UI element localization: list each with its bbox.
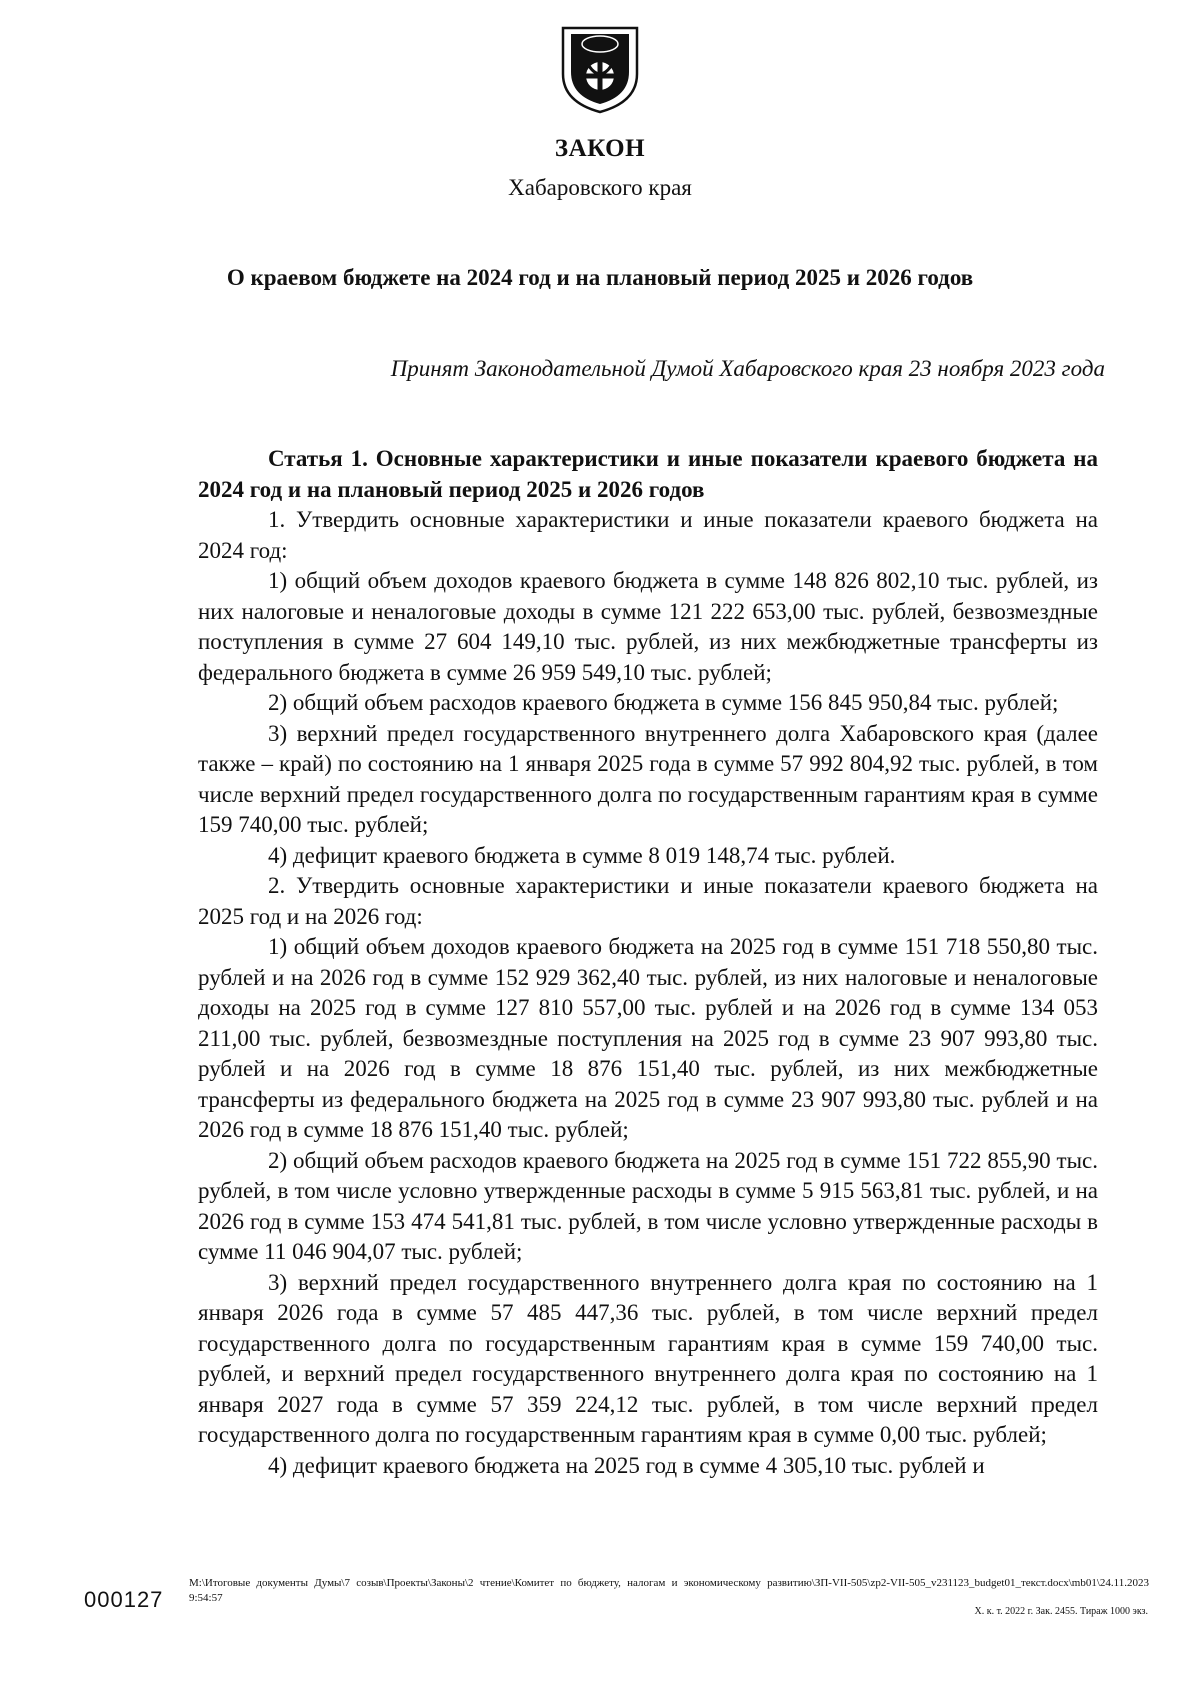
article-heading: Статья 1. Основные характеристики и иные показатели краевого бюджета на 2024 год и на плановый период 2025 и 2026 годов <box>198 446 1098 502</box>
subparagraph-1-2: 2) общий объем расходов краевого бюджета в сумме 156 845 950,84 тыс. рублей; <box>268 690 1059 715</box>
subparagraph-2-4: 4) дефицит краевого бюджета на 2025 год в сумме 4 305,10 тыс. рублей и <box>268 1452 985 1478</box>
footer-print-info: Х. к. т. 2022 г. Зак. 2455. Тираж 1000 экз. <box>974 1606 1148 1617</box>
subparagraph-2-3: 3) верхний предел государственного внутреннего долга края по состоянию на 1 января 2026 года в сумме 57 485 447,36 тыс. рублей, в том числе верхний предел государственного долга по государственным гарантиям края в сумме 159 740,00 тыс. рублей, и верхний предел государственного внутреннего долга края по состоянию на 1 января 2027 года в сумме 57 359 224,12 тыс. рублей, в том числе верхний предел государственного долга по государственным гарантиям края в сумме 0,00 тыс. рублей; <box>198 1269 1098 1447</box>
coat-of-arms-icon <box>559 22 641 116</box>
footer-file-path: M:\Итоговые документы Думы\7 созыв\Проекты\Законы\2 чтение\Комитет по бюджету, налогам и экономическому развитию\ЗП-VII-505\zp2-VII-505_v231123_budget01_текст.docx\mb01\24.11.2023 9:54:57 <box>189 1577 1149 1604</box>
paragraph-2: 2. Утвердить основные характеристики и иные показатели краевого бюджета на 2025 год и на 2026 год: <box>198 873 1098 929</box>
paragraph-1: 1. Утвердить основные характеристики и иные показатели краевого бюджета на 2024 год: <box>198 507 1098 563</box>
subparagraph-1-3: 3) верхний предел государственного внутреннего долга Хабаровского края (далее также – край) по состоянию на 1 января 2025 года в сумме 57 992 804,92 тыс. рублей, в том числе верхний предел государственного долга по государственным гарантиям края в сумме 159 740,00 тыс. рублей; <box>198 720 1098 837</box>
document-region: Хабаровского края <box>508 175 692 200</box>
subparagraph-2-1: 1) общий объем доходов краевого бюджета на 2025 год в сумме 151 718 550,80 тыс. рублей и на 2026 год в сумме 152 929 362,40 тыс. рублей, из них налоговые и неналоговые доходы на 2025 год в сумме 127 810 557,00 тыс. рублей и на 2026 год в сумме 134 053 211,00 тыс. рублей, безвозмездные поступления на 2025 год в сумме 23 907 993,80 тыс. рублей и на 2026 год в сумме 18 876 151,40 тыс. рублей, из них межбюджетные трансферты из федерального бюджета на 2025 год в сумме 23 907 993,80 тыс. рублей и на 2026 год в сумме 18 876 151,40 тыс. рублей; <box>198 934 1098 1142</box>
subparagraph-1-1: 1) общий объем доходов краевого бюджета в сумме 148 826 802,10 тыс. рублей, из них налоговые и неналоговые доходы в сумме 121 222 653,00 тыс. рублей, безвозмездные поступления в сумме 27 604 149,10 тыс. рублей, из них межбюджетные трансферты из федерального бюджета в сумме 26 959 549,10 тыс. рублей; <box>198 568 1098 685</box>
footer-document-code: 000127 <box>84 1587 164 1612</box>
document-type: ЗАКОН <box>554 135 646 162</box>
adoption-note: Принят Законодательной Думой Хабаровского края 23 ноября 2023 года <box>390 356 1105 381</box>
document-body <box>198 444 1098 1481</box>
document-title: О краевом бюджете на 2024 год и на плановый период 2025 и 2026 годов <box>226 265 974 290</box>
subparagraph-2-2: 2) общий объем расходов краевого бюджета на 2025 год в сумме 151 722 855,90 тыс. рублей, в том числе условно утвержденные расходы в сумме 5 915 563,81 тыс. рублей, и на 2026 год в сумме 153 474 541,81 тыс. рублей, в том числе условно утвержденные расходы в сумме 11 046 904,07 тыс. рублей; <box>198 1147 1098 1264</box>
subparagraph-1-4: 4) дефицит краевого бюджета в сумме 8 019 148,74 тыс. рублей. <box>268 842 896 868</box>
